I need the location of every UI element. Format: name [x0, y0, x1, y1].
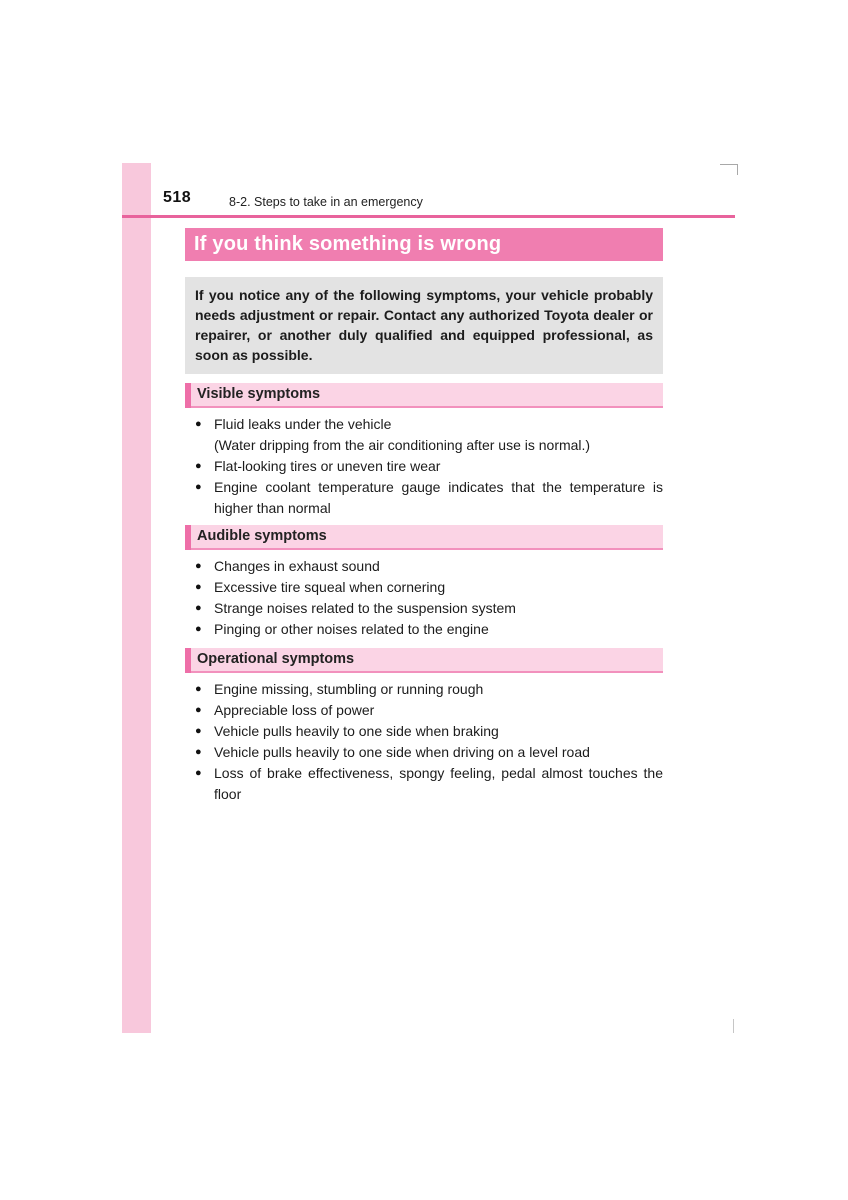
title-banner — [185, 228, 663, 261]
bullet-icon: ● — [195, 704, 202, 716]
list-item-text: Flat-looking tires or uneven tire wear — [214, 458, 441, 474]
list-item — [195, 619, 663, 640]
list-item-text: Engine missing, stumbling or running rough — [214, 681, 484, 697]
list-item — [195, 477, 663, 519]
bullet-icon: ● — [195, 683, 202, 695]
list-item-text: Vehicle pulls heavily to one side when driving on a level road — [214, 744, 590, 760]
section-header-bar — [185, 383, 191, 408]
section-operational-symptoms — [185, 648, 663, 805]
bullet-icon: ● — [195, 581, 202, 593]
list-item — [195, 456, 663, 477]
list-item — [195, 577, 663, 598]
bullet-icon: ● — [195, 602, 202, 614]
list-item-text: Loss of brake effectiveness, spongy feeling, pedal almost touches the floor — [214, 765, 663, 802]
section-audible-symptoms — [185, 525, 663, 640]
section-visible-symptoms — [185, 383, 663, 519]
symptom-list — [185, 408, 663, 519]
list-item — [195, 700, 663, 721]
list-item-text: Engine coolant temperature gauge indicates that the temperature is higher than normal — [214, 479, 663, 516]
bullet-icon: ● — [195, 460, 202, 472]
breadcrumb: 8-2. Steps to take in an emergency — [229, 195, 423, 209]
section-header — [185, 648, 663, 673]
bullet-icon: ● — [195, 767, 202, 779]
section-heading: Operational symptoms — [197, 651, 355, 667]
page-title: If you think something is wrong — [194, 233, 502, 255]
bullet-icon: ● — [195, 560, 202, 572]
bullet-icon: ● — [195, 481, 202, 493]
section-header — [185, 525, 663, 550]
symptom-list — [185, 550, 663, 640]
list-item-text: Pinging or other noises related to the engine — [214, 621, 489, 637]
list-item-text: Strange noises related to the suspension system — [214, 600, 516, 616]
page-number: 518 — [163, 189, 192, 206]
bullet-icon: ● — [195, 623, 202, 635]
section-header-bar — [185, 525, 191, 550]
intro-box — [185, 277, 663, 374]
intro-text: If you notice any of the following symptoms, your vehicle probably needs adjustment or repair. Contact any authorized Toyota dealer or repairer, or another duly qualified and equipped professional, as soon as possible. — [195, 287, 653, 363]
left-margin-stripe — [122, 163, 151, 1033]
list-item-text: Vehicle pulls heavily to one side when braking — [214, 723, 499, 739]
crop-mark-bottom-right — [733, 1019, 734, 1033]
section-header-bar — [185, 648, 191, 673]
section-header — [185, 383, 663, 408]
list-item — [195, 598, 663, 619]
item-line: Fluid leaks under the vehicle — [214, 416, 392, 432]
section-heading: Audible symptoms — [197, 528, 327, 544]
list-item — [195, 763, 663, 805]
bullet-icon: ● — [195, 725, 202, 737]
symptom-list — [185, 673, 663, 805]
bullet-icon: ● — [195, 746, 202, 758]
list-item-text: Excessive tire squeal when cornering — [214, 579, 446, 595]
list-item-text: Appreciable loss of power — [214, 702, 375, 718]
list-item — [195, 742, 663, 763]
list-item-text — [214, 414, 663, 456]
list-item — [195, 414, 663, 456]
section-heading: Visible symptoms — [197, 386, 321, 402]
list-item-text: Changes in exhaust sound — [214, 558, 380, 574]
list-item — [195, 556, 663, 577]
list-item — [195, 721, 663, 742]
list-item — [195, 679, 663, 700]
bullet-icon: ● — [195, 418, 202, 430]
crop-mark-top-right — [720, 164, 738, 175]
header-rule — [122, 215, 735, 218]
item-note: (Water dripping from the air conditioning after use is normal.) — [214, 437, 591, 453]
